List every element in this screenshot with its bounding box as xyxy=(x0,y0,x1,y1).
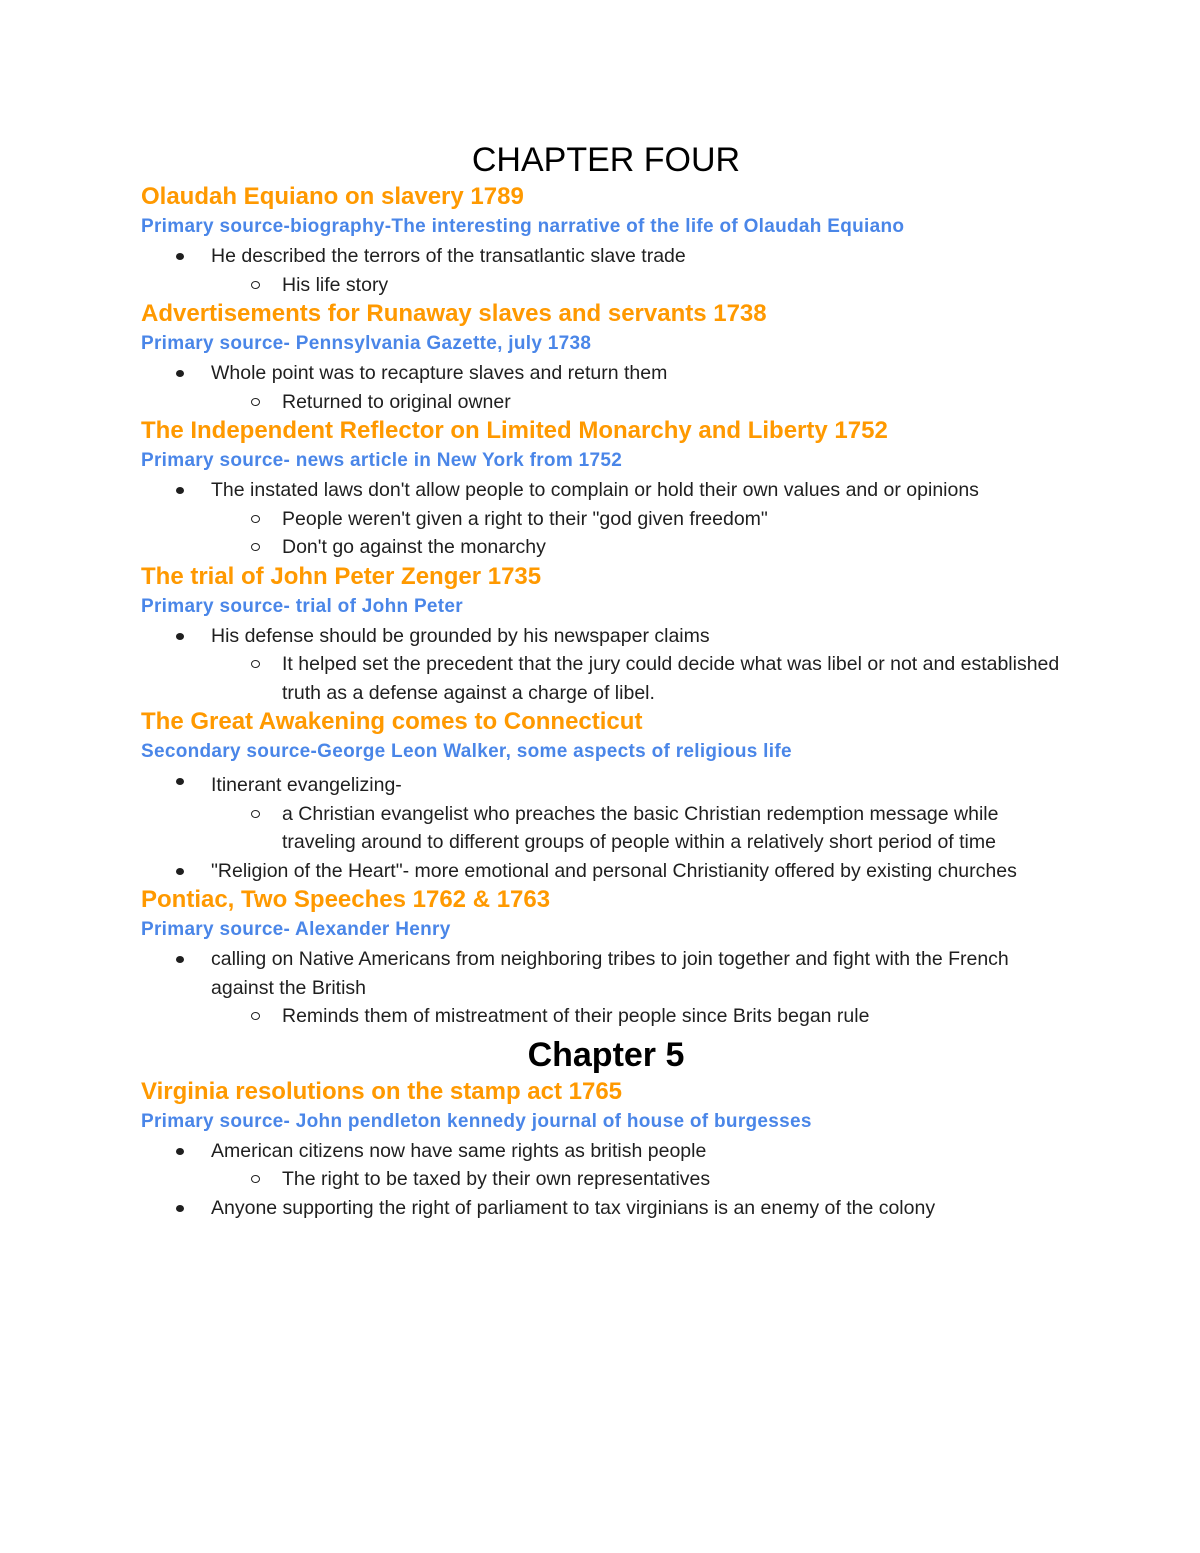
bullet-list xyxy=(141,242,1071,299)
section-title: Pontiac, Two Speeches 1762 & 1763 xyxy=(141,886,551,913)
sub-list-item xyxy=(211,271,1071,300)
bullet-list xyxy=(141,945,1071,1031)
sub-list-item xyxy=(211,533,1071,562)
hollow-bullet-icon xyxy=(251,1175,260,1183)
list-item xyxy=(141,1137,1071,1194)
sub-list-item-text: It helped set the precedent that the jury could decide what was libel or not and established truth as a defense against a charge of libel. xyxy=(282,653,1060,704)
section xyxy=(141,299,1071,416)
hollow-bullet-icon xyxy=(251,1012,260,1020)
section xyxy=(141,885,1071,1031)
bullet-list xyxy=(141,767,1071,885)
filled-bullet-icon xyxy=(176,956,184,963)
sub-list-item xyxy=(211,505,1071,534)
sub-list-item-text: Reminds them of mistreatment of their people since Brits began rule xyxy=(282,1005,870,1027)
sub-list-item-text: People weren't given a right to their "god given freedom" xyxy=(282,507,768,530)
sub-list-item xyxy=(211,388,1071,417)
document-content xyxy=(141,138,1071,1222)
sub-list-item xyxy=(211,800,1071,857)
list-item-text: Itinerant evangelizing- xyxy=(211,774,402,796)
filled-bullet-icon xyxy=(176,1148,184,1155)
section xyxy=(141,182,1071,299)
section-title: The Independent Reflector on Limited Monarchy and Liberty 1752 xyxy=(141,417,888,444)
sub-list-item-text: a Christian evangelist who preaches the basic Christian redemption message while traveling around to different groups of people within a relatively short period of time xyxy=(282,802,999,853)
hollow-bullet-icon xyxy=(251,515,260,523)
filled-bullet-icon xyxy=(176,778,184,785)
list-item xyxy=(141,476,1071,562)
chapter-four-sections xyxy=(141,182,1071,1031)
chapter-four-title: CHAPTER FOUR xyxy=(471,141,741,179)
list-item-text: His defense should be grounded by his newspaper claims xyxy=(211,624,710,647)
sub-bullet-list xyxy=(211,650,1071,707)
sub-bullet-list xyxy=(211,1002,1071,1031)
filled-bullet-icon xyxy=(176,370,184,377)
sub-bullet-list xyxy=(211,505,1071,562)
hollow-bullet-icon xyxy=(251,660,260,668)
sub-bullet-list xyxy=(211,388,1071,417)
section-source: Primary source-biography-The interesting narrative of the life of Olaudah Equiano xyxy=(141,216,905,237)
sub-list-item-text: The right to be taxed by their own representatives xyxy=(282,1168,711,1190)
list-item xyxy=(141,857,1071,886)
list-item-text: Anyone supporting the right of parliament to tax virginians is an enemy of the colony xyxy=(211,1196,936,1219)
list-item xyxy=(141,359,1071,416)
section-title: Advertisements for Runaway slaves and servants 1738 xyxy=(141,300,767,327)
section xyxy=(141,562,1071,708)
list-item-text: The instated laws don't allow people to complain or hold their own values and or opinions xyxy=(211,479,979,501)
section xyxy=(141,707,1071,885)
hollow-bullet-icon xyxy=(251,398,260,406)
sub-bullet-list xyxy=(211,1165,1071,1194)
filled-bullet-icon xyxy=(176,868,184,875)
section-title: Virginia resolutions on the stamp act 1765 xyxy=(141,1077,623,1105)
hollow-bullet-icon xyxy=(251,810,260,818)
section-title: The trial of John Peter Zenger 1735 xyxy=(141,562,542,590)
filled-bullet-icon xyxy=(176,633,184,640)
list-item xyxy=(141,242,1071,299)
section-source: Primary source- Pennsylvania Gazette, july 1738 xyxy=(141,333,592,354)
section xyxy=(141,416,1071,562)
list-item-text: American citizens now have same rights as british people xyxy=(211,1139,707,1162)
section xyxy=(141,1077,1071,1223)
bullet-list xyxy=(141,622,1071,708)
sub-list-item-text: Don't go against the monarchy xyxy=(282,536,546,558)
sub-list-item xyxy=(211,1002,1071,1031)
bullet-list xyxy=(141,476,1071,562)
sub-list-item-text: His life story xyxy=(282,273,389,296)
list-item xyxy=(141,622,1071,708)
filled-bullet-icon xyxy=(176,253,184,260)
section-source: Primary source- trial of John Peter xyxy=(141,595,463,617)
list-item-text: Whole point was to recapture slaves and return them xyxy=(211,362,668,384)
sub-list-item xyxy=(211,650,1071,707)
chapter-five-sections xyxy=(141,1077,1071,1223)
hollow-bullet-icon xyxy=(251,543,260,551)
list-item-text: calling on Native Americans from neighboring tribes to join together and fight with the French against the British xyxy=(211,948,1009,999)
list-item-text: "Religion of the Heart"- more emotional and personal Christianity offered by existing churches xyxy=(211,859,1017,882)
list-item xyxy=(141,1194,1071,1223)
bullet-list xyxy=(141,1137,1071,1223)
section-source: Primary source- John pendleton kennedy journal of house of burgesses xyxy=(141,1110,812,1132)
list-item xyxy=(141,945,1071,1031)
list-item-text: He described the terrors of the transatlantic slave trade xyxy=(211,245,686,267)
sub-list-item xyxy=(211,1165,1071,1194)
sub-bullet-list xyxy=(211,271,1071,300)
bullet-list xyxy=(141,359,1071,416)
section-title: Olaudah Equiano on slavery 1789 xyxy=(141,183,524,210)
section-source: Primary source- Alexander Henry xyxy=(141,919,451,940)
filled-bullet-icon xyxy=(176,1205,184,1212)
sub-bullet-list xyxy=(211,800,1071,857)
chapter-five-title: Chapter 5 xyxy=(527,1035,685,1074)
hollow-bullet-icon xyxy=(251,281,260,289)
section-source: Secondary source-George Leon Walker, some aspects of religious life xyxy=(141,741,792,762)
list-item xyxy=(141,767,1071,857)
sub-list-item-text: Returned to original owner xyxy=(282,390,511,413)
filled-bullet-icon xyxy=(176,487,184,494)
section-title: The Great Awakening comes to Connecticut xyxy=(141,708,643,735)
section-source: Primary source- news article in New York from 1752 xyxy=(141,450,623,471)
